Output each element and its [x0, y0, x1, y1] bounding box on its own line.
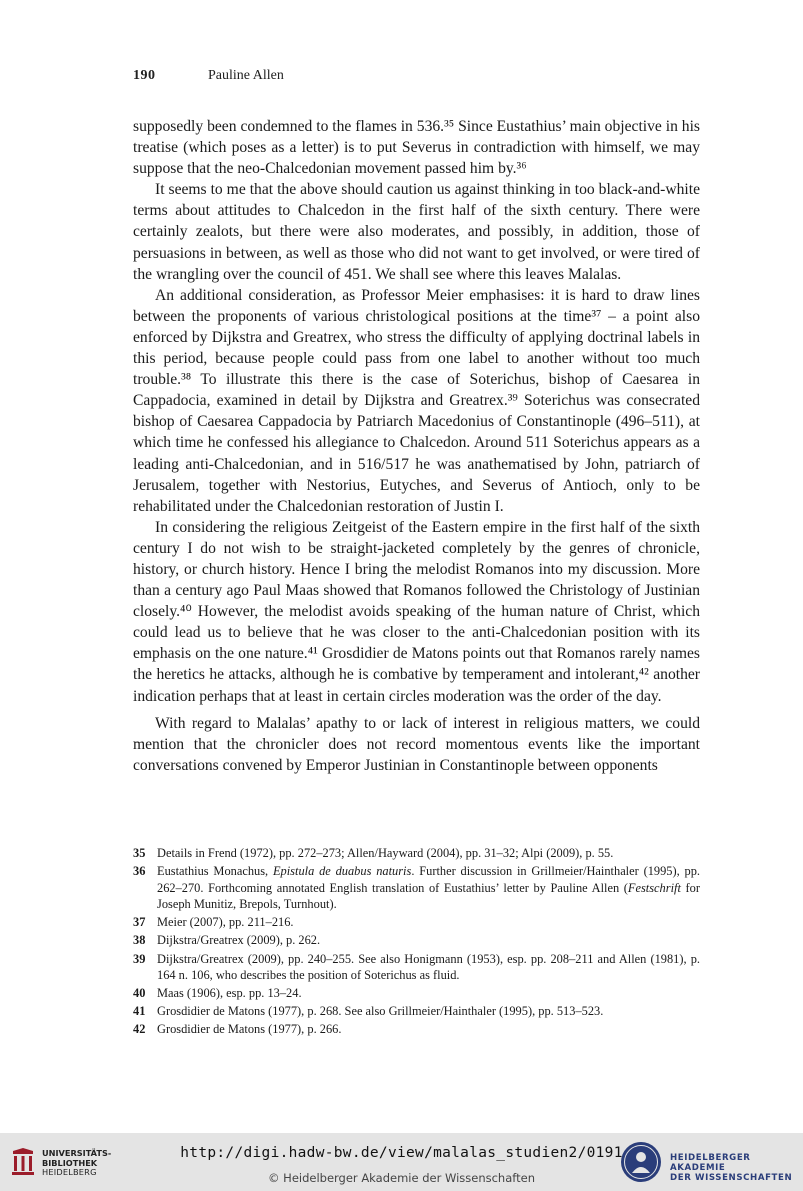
footnote-number: 42: [133, 1022, 146, 1037]
page-number: 190: [133, 68, 156, 83]
footnote-title-italic: Festschrift: [627, 880, 681, 895]
footnote-42: [133, 1021, 700, 1038]
footnote-text: Details in Frend (1972), pp. 272–273; Allen/Hayward (2004), pp. 31–32; Alpi (2009), p. 55.: [157, 846, 614, 860]
footnote-title-italic: Epistula de duabus naturis: [272, 864, 412, 879]
footnote-36: [133, 863, 700, 913]
paragraph: supposedly been condemned to the flames in 536.³⁵ Since Eustathius’ main objective in his treatise (which poses as a letter) is to put Severus in contradiction with himself, we may suppose that the neo-Chalcedonian movement passed him by.³⁶: [133, 118, 700, 178]
footnote-text: Eustathius Monachus,: [157, 864, 273, 879]
academy-logo-text: HEIDELBERGER AKADEMIE DER WISSENSCHAFTEN: [670, 1153, 793, 1183]
footnote-37: [133, 914, 700, 931]
footnote-38: [133, 932, 700, 949]
paragraph: It seems to me that the above should caution us against thinking in too black-and-white terms about attitudes to Chalcedon in the first half of the sixth century. There were certainly zealots, but there were also moderates, and possibly, in addition, those of persuasions in between, as well as those who did not want to get involved, or were tired of the wrangling over the council of 451. We shall see where this leaves Malalas.: [133, 181, 700, 283]
footnotes: [133, 845, 700, 1040]
footnote-number: 36: [133, 864, 146, 879]
copyright-notice: © Heidelberger Akademie der Wissenschaften: [268, 1171, 535, 1185]
footnote-number: 40: [133, 986, 146, 1001]
library-logo-text: UNIVERSITÄTS- BIBLIOTHEK HEIDELBERG: [42, 1148, 112, 1178]
permalink-url[interactable]: http://digi.hadw-bw.de/view/malalas_studien2/0191: [180, 1145, 623, 1161]
footnote-number: 35: [133, 846, 146, 860]
footnote-text: for Joseph Munitiz, Brepols, Turnhout).: [157, 880, 700, 912]
footnote-text: Meier (2007), pp. 211–216.: [157, 915, 294, 930]
academy-seal-icon: [620, 1141, 662, 1183]
academy-logo[interactable]: [620, 1138, 800, 1186]
footnote-41: [133, 1003, 700, 1020]
footnote-40: [133, 985, 700, 1002]
footnote-text: Grosdidier de Matons (1977), p. 266.: [157, 1022, 342, 1037]
footnote-number: 38: [133, 933, 146, 948]
footnote-text: Dijkstra/Greatrex (2009), p. 262.: [157, 933, 321, 948]
paragraph: An additional consideration, as Professor Meier emphasises: it is hard to draw lines between the proponents of various christological positions at the time³⁷ – a point also enforced by Dijkstra and Greatrex, who stress the difficulty of applying doctrinal labels in this period, because people could pass from one label to another without too much trouble.³⁸ To illustrate this there is the case of Soterichus, bishop of Caesarea in Cappadocia, examined in detail by Dijkstra and Greatrex.³⁹ Soterichus was consecrated bishop of Caesarea Cappadocia by Patriarch Macedonius of Constantinople (496–511), at which time he confessed his allegiance to Chalcedon. Around 511 Soterichus appears as a leading anti-Chalcedonian, and in 516/517 he was anathematised by John, patriarch of Jerusalem, together with Nestorius, Eutyches, and Severus of Antioch, only to be rehabilitated under the Chalcedonian restoration of Justin I.: [133, 286, 700, 515]
footnote-text: Maas (1906), esp. pp. 13–24.: [157, 986, 302, 1001]
paragraph: With regard to Malalas’ apathy to or lack of interest in religious matters, we could mention that the chronicler does not record momentous events like the important conversations convened by Emperor Justinian in Constantinople between opponents: [133, 714, 700, 774]
footnote-39: [133, 951, 700, 984]
footnote-number: 37: [133, 915, 146, 930]
footnote-35: [133, 845, 700, 862]
footnote-number: 41: [133, 1004, 146, 1019]
running-author: Pauline Allen: [208, 68, 284, 83]
viewer-footer: [0, 1133, 803, 1191]
footnote-text: Dijkstra/Greatrex (2009), pp. 240–255. See also Honigmann (1953), esp. pp. 208–211 and Allen (1981), p. 164 n. 106, who describes the position of Soterichus as fluid.: [157, 951, 700, 983]
paragraph: In considering the religious Zeitgeist of the Eastern empire in the first half of the sixth century I do not wish to be straight-jacketed completely by the genres of chronicle, history, or church history. Hence I bring the melodist Romanos into my discussion. More than a century ago Paul Maas showed that Romanos followed the Christology of Justinian closely.⁴⁰ However, the melodist avoids speaking of the human nature of Christ, which could lead us to believe that he was closer to the anti-Chalcedonian position with its emphasis on the one nature.⁴¹ Grosdidier de Matons points out that Romanos rarely names the heretics he attacks, although he is combative by temperament and intolerant,⁴² another indication perhaps that at least in certain circles moderation was the order of the day.: [133, 518, 700, 705]
footnote-number: 39: [133, 951, 146, 966]
running-header: [133, 68, 703, 88]
main-text: [133, 116, 700, 776]
footnote-text: . Further discussion in Grillmeier/Hainthaler (1995), pp. 262–270. Forthcoming annotated English translation of Eustathius’ letter by Pauline Allen (: [157, 864, 700, 895]
footnote-text: Grosdidier de Matons (1977), p. 268. See also Grillmeier/Hainthaler (1995), pp. 513–523.: [157, 1004, 604, 1019]
